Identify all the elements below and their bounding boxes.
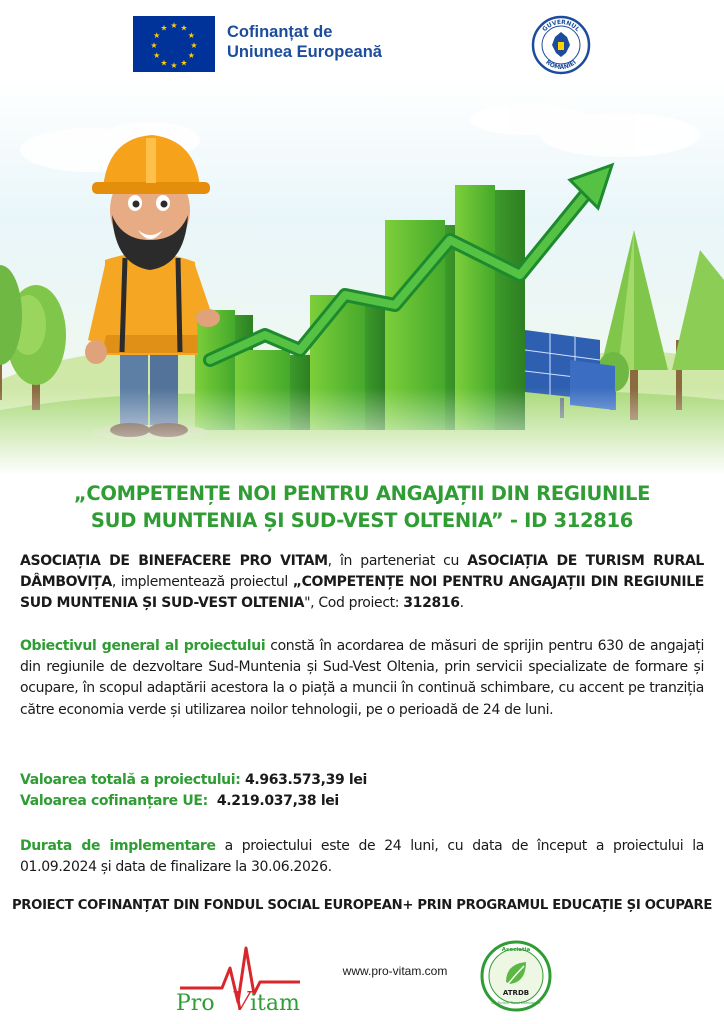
logo-itam-text: itam <box>250 991 300 1016</box>
svg-text:★: ★ <box>190 41 198 50</box>
svg-text:★: ★ <box>153 31 161 40</box>
svg-text:★: ★ <box>153 51 161 60</box>
seal-top-text: GUVERNUL <box>541 18 581 34</box>
org-atr-dambovita: ASOCIAȚIA DE TURISM RURAL DÂMBOVIȚA <box>20 553 704 591</box>
duration-label: Durata de implementare <box>20 838 216 854</box>
duration-paragraph <box>20 836 704 878</box>
atrdb-name-text: ATRDB <box>502 989 530 997</box>
intro-text-4: . <box>459 595 464 612</box>
eu-value-row <box>20 791 704 812</box>
svg-text:★: ★ <box>187 31 195 40</box>
seal-bottom-text: ROMÂNIEI <box>544 58 578 72</box>
title-line-2: SUD MUNTENIA ȘI SUD-VEST OLTENIA” - ID 312816 <box>90 509 634 532</box>
funding-statement: PROIECT COFINANȚAT DIN FONDUL SOCIAL EUROPEAN+ PRIN PROGRAMUL EDUCAȚIE ȘI OCUPARE <box>11 898 713 913</box>
eu-cofinancing-text <box>227 22 382 62</box>
eu-line-2: Uniunea Europeană <box>227 43 382 61</box>
svg-text:★: ★ <box>180 58 188 68</box>
total-value-amount: 4.963.573,39 lei <box>240 772 367 788</box>
svg-text:★: ★ <box>160 58 168 68</box>
pro-vitam-logo <box>170 936 310 1016</box>
total-value-label: Valoarea totală a proiectului: <box>20 772 241 788</box>
eu-flag-icon <box>133 16 215 72</box>
svg-text:V: V <box>232 987 251 1016</box>
intro-text-2: , implementează proiectul <box>111 574 293 591</box>
eu-value-amount: 4.219.037,38 lei <box>207 793 339 810</box>
intro-text-1: , în parteneriat cu <box>327 553 468 569</box>
atrdb-top-text: Asociatia <box>501 947 531 953</box>
project-code: 312816 <box>403 595 460 612</box>
project-title <box>0 480 724 534</box>
title-line-1: „COMPETENȚE NOI PENTRU ANGAJAȚII DIN REGIUNILE <box>73 482 651 505</box>
objective-paragraph <box>20 636 704 721</box>
project-values <box>20 770 704 812</box>
total-value-row <box>20 770 704 791</box>
hero-illustration <box>0 80 724 475</box>
svg-text:★: ★ <box>180 23 188 33</box>
atrdb-logo <box>480 940 552 1012</box>
intro-paragraph <box>20 551 704 615</box>
org-pro-vitam: ASOCIAȚIA DE BINEFACERE PRO VITAM <box>20 553 328 569</box>
intro-text-3: ", Cod proiect: <box>304 595 404 612</box>
website-link[interactable]: www.pro-vitam.com <box>342 964 448 978</box>
logo-pro-text: Pro <box>176 991 215 1016</box>
svg-text:★: ★ <box>187 51 195 60</box>
atrdb-bottom-text: De Turism Rural Dâmbovița <box>491 1001 541 1005</box>
header <box>0 0 724 92</box>
svg-text:★: ★ <box>170 21 178 30</box>
romanian-government-seal-icon <box>531 15 591 75</box>
objective-label: Obiectivul general al proiectului <box>20 638 266 654</box>
svg-text:★: ★ <box>170 61 178 70</box>
svg-text:★: ★ <box>160 23 168 33</box>
eu-value-label: Valoarea cofinanțare UE: <box>20 793 208 810</box>
duration-text: a proiectului este de 24 luni, cu data de început a proiectului la 01.09.2024 și data de finalizare la 30.06.2026. <box>20 838 704 876</box>
svg-text:★: ★ <box>150 41 158 50</box>
objective-text: constă în acordarea de măsuri de sprijin pentru 630 de angajați din regiunile de dezvoltare Sud-Muntenia și Sud-Vest Oltenia, prin servicii specializate de formare și ocupare, în scopul adaptării acestora la o piață a muncii în continuă schimbare, cu accent pe tranziția către economia verde și utilizarea noilor tehnologii, pe o perioadă de 24 de luni. <box>20 638 704 718</box>
project-name: „COMPETENȚE NOI PENTRU ANGAJAȚII DIN REGIUNILE SUD MUNTENIA ȘI SUD-VEST OLTENIA <box>20 574 704 612</box>
eu-line-1: Cofinanțat de <box>227 23 333 41</box>
